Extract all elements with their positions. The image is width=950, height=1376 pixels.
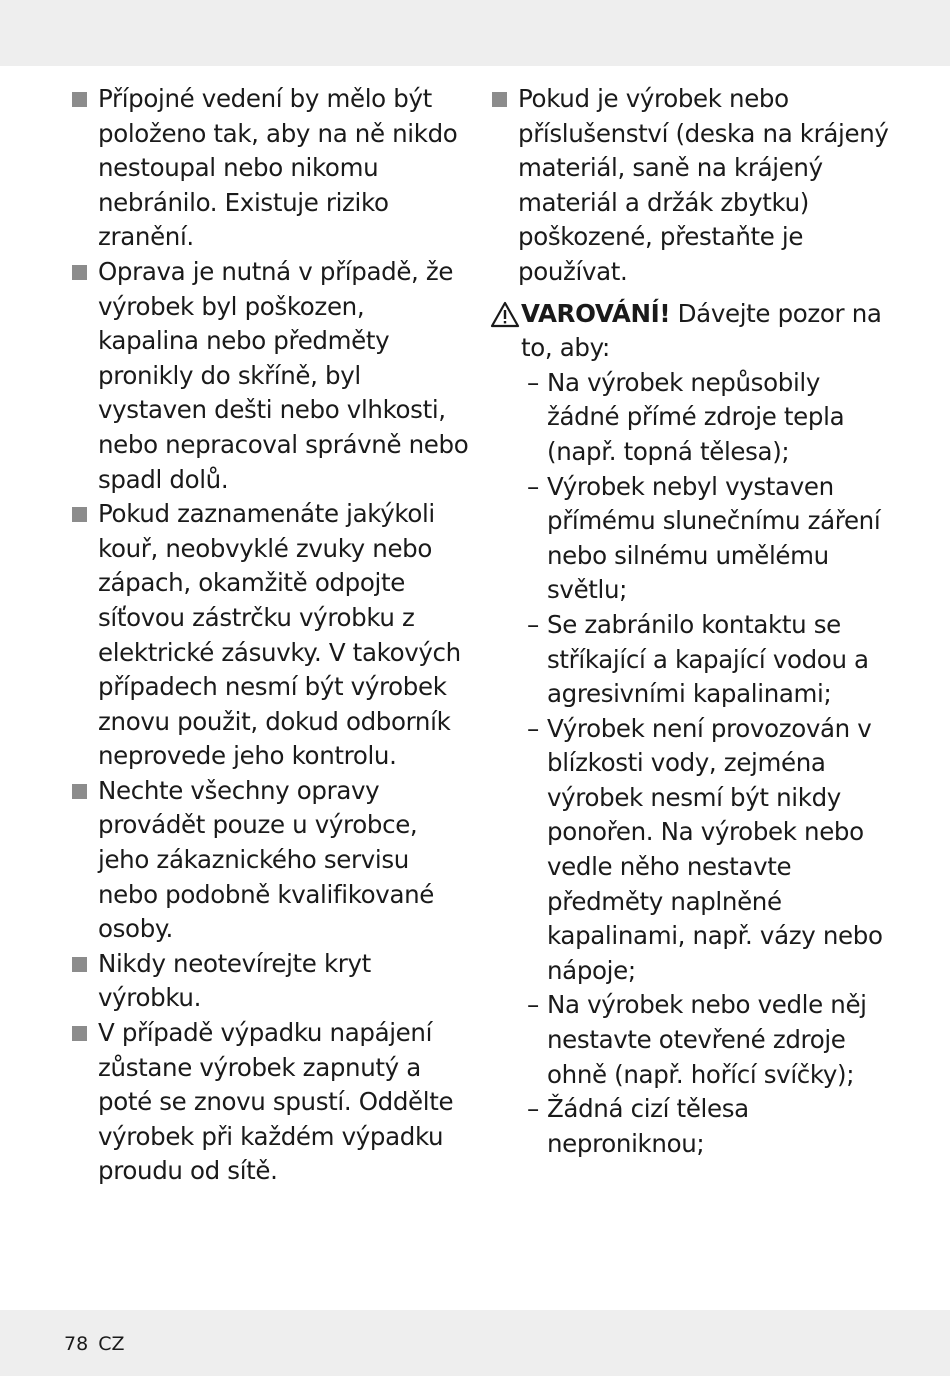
warning-conditions-list [490, 366, 890, 1162]
language-code: CZ [98, 1333, 125, 1355]
list-item [70, 947, 470, 1016]
square-bullet-icon [72, 92, 87, 107]
list-item [70, 82, 470, 255]
page-footer [64, 1333, 124, 1355]
list-item [521, 608, 890, 712]
list-item-text: Na výrobek nepůsobily žádné přímé zdroje tepla (např. topná tělesa); [547, 367, 845, 466]
list-item [70, 497, 470, 774]
dash-bullet: – [527, 471, 539, 501]
list-item-text: Výrobek není provozován v blízkosti vody, zejména výrobek nesmí být nikdy ponořen. Na výrobek nebo vedle něho nestavte předměty naplněné kapalinami, např. vázy nebo nápoje; [547, 713, 883, 985]
warning-block [490, 297, 890, 366]
list-item [521, 988, 890, 1092]
list-item [490, 82, 890, 290]
square-bullet-icon [72, 957, 87, 972]
left-column [70, 82, 470, 1189]
right-column [490, 82, 890, 1161]
square-bullet-icon [72, 507, 87, 522]
list-item-text: Nikdy neotevírejte kryt výrobku. [98, 948, 371, 1013]
square-bullet-icon [492, 92, 507, 107]
list-item [521, 712, 890, 989]
list-item-text: Pokud je výrobek nebo příslušenství (deska na krájený materiál, saně na krájený materiál a držák zbytku) poškozené, přestaňte je používat. [518, 84, 889, 286]
list-item-text: Pokud zaznamenáte jakýkoli kouř, neobvyklé zvuky nebo zápach, okamžitě odpojte síťovou zástrčku výrobku z elektrické zásuvky. V takových případech nesmí být výrobek znovu použit, dokud odborník neprovede jeho kontrolu. [98, 499, 461, 771]
dash-bullet: – [527, 367, 539, 397]
list-item-text: Se zabránilo kontaktu se stříkající a kapající vodou a agresivními kapalinami; [547, 609, 869, 709]
warning-triangle-icon [490, 301, 520, 328]
dash-bullet: – [527, 990, 539, 1020]
list-item-text: Žádná cizí tělesa neproniknou; [547, 1094, 749, 1158]
list-item [70, 1016, 470, 1189]
safety-list-right [490, 82, 890, 290]
list-item-text: Přípojné vedení by mělo být položeno tak, aby na ně nikdo nestoupal nebo nikomu nebránilo. Existuje riziko zranění. [98, 84, 458, 252]
warning-text: Dávejte pozor na to, aby: [521, 298, 882, 363]
dash-bullet: – [527, 1094, 539, 1124]
list-item [521, 1092, 890, 1161]
square-bullet-icon [72, 784, 87, 799]
list-item [521, 470, 890, 608]
list-item-text: Na výrobek nebo vedle něj nestavte otevřené zdroje ohně (např. hořící svíčky); [547, 990, 867, 1089]
list-item-text: V případě výpadku napájení zůstane výrobek zapnutý a poté se znovu spustí. Oddělte výrobek při každém výpadku proudu od sítě. [98, 1018, 454, 1186]
list-item [70, 774, 470, 947]
footer-band [0, 1310, 950, 1376]
dash-bullet: – [527, 713, 539, 743]
list-item [70, 255, 470, 497]
page-number: 78 [64, 1333, 89, 1355]
header-band [0, 0, 950, 66]
list-item-text: Nechte všechny opravy provádět pouze u výrobce, jeho zákaznického servisu nebo podobně kvalifikované osoby. [98, 775, 435, 944]
square-bullet-icon [72, 265, 87, 280]
list-item-text: Výrobek nebyl vystaven přímému slunečnímu záření nebo silnému umělému světlu; [547, 471, 881, 605]
safety-list-left [70, 82, 470, 1189]
square-bullet-icon [72, 1026, 87, 1041]
list-item-text: Oprava je nutná v případě, že výrobek byl poškozen, kapalina nebo předměty pronikly do skříně, byl vystaven dešti nebo vlhkosti, nebo nepracoval správně nebo spadl dolů. [98, 256, 469, 494]
list-item [521, 366, 890, 470]
dash-bullet: – [527, 609, 539, 639]
warning-label: VAROVÁNÍ! [521, 298, 671, 328]
